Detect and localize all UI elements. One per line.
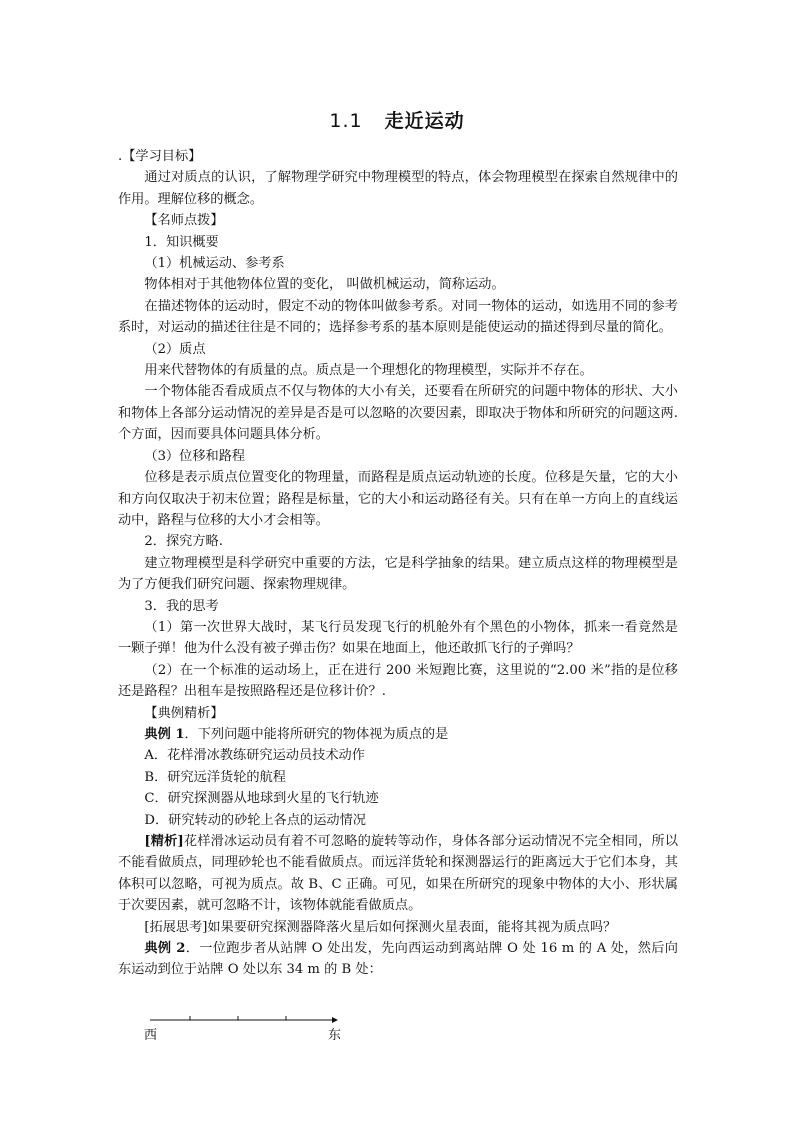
axis-line-figure — [140, 1010, 360, 1030]
paragraph: 用来代替物体的有质量的点。质点是一个理想化的物理模型，实际并不存在。 — [144, 363, 593, 379]
document-body — [118, 146, 678, 981]
example-2 — [118, 938, 678, 981]
paragraph: （1）第一次世界大战时，某飞行员发现飞行的机舱外有个黑色的小物体，抓来一看竟然是一颗子弹！他为什么没有被子弹击伤？如果在地面上，他还敢抓飞行的子弹吗？ — [118, 619, 678, 657]
heading-knowledge-overview: 1．知识概要 — [144, 234, 219, 250]
example-1 — [118, 724, 678, 745]
paragraph: 建立物理模型是科学研究中重要的方法，它是科学抽象的结果。建立质点这样的物理模型是为了方便我们研究问题、探索物理规律。 — [118, 555, 678, 593]
paragraph: 在描述物体的运动时，假定不动的物体叫做参考系。对同一物体的运动，如选用不同的参考系时，对运动的描述往往是不同的；选择参考系的基本原则是能使运动的描述得到尽量的简化。 — [118, 298, 678, 336]
section-title: 走近运动 — [384, 110, 465, 132]
paragraph: 位移是表示质点位置变化的物理量，而路程是质点运动轨迹的长度。位移是矢量，它的大小和方向仅取决于初末位置；路程是标量，它的大小和运动路径有关。只有在单一方向上的直线运动中，路程与位移的大小才会相等。 — [118, 470, 678, 528]
direction-axis — [140, 1010, 360, 1050]
extension-question: [拓展思考]如果要研究探测器降落火星后如何探测火星表面，能将其视为质点吗？ — [144, 919, 617, 935]
axis-arrow-icon — [332, 1017, 338, 1023]
heading-exploration: 2．探究方略. — [144, 534, 223, 550]
example-label: 典例 1 — [144, 726, 185, 742]
example-text: ．下列问题中能将所研究的物体视为质点的是 — [184, 726, 449, 742]
paragraph: 物体相对于其他物体位置的变化， 叫做机械运动，简称运动。 — [144, 277, 505, 293]
subheading: （1）机械运动、参考系 — [144, 256, 285, 272]
paragraph: （2）在一个标准的运动场上，正在进行 200 米短跑比赛，这里说的“2.00 米”指的是位移还是路程？出租车是按照路程还是位移计价？. — [118, 662, 678, 700]
west-label: 西 — [144, 1028, 158, 1043]
heading-my-thoughts: 3．我的思考 — [144, 598, 219, 614]
page-title — [0, 106, 794, 133]
heading-learning-goals: .【学习目标】 — [118, 149, 202, 164]
heading-teacher-tips: 【名师点拨】 — [144, 213, 224, 229]
option-c: C．研究探测器从地球到火星的飞行轨迹 — [144, 791, 379, 807]
section-number: 1.1 — [329, 110, 363, 132]
subheading: （2）质点 — [144, 341, 206, 357]
paragraph: 一个物体能否看成质点不仅与物体的大小有关，还要看在所研究的问题中物体的形状、大小和物体上各部分运动情况的差异是否是可以忽略的次要因素，即取决于物体和所研究的问题这两.个方面，因而要具体问题具体分析。 — [118, 384, 678, 443]
analysis-text: 花样滑冰运动员有着不可忽略的旋转等动作，身体各部分运动情况不完全相同，所以不能看做质点，同理砂轮也不能看做质点。而远洋货轮和探测器运行的距离远大于它们本身，其体积可以忽略，可视为质点。故 B、C 正确。可见，如果在所研究的现象中物体的大小、形状属于次要因素，就可忽略不计，该物体就能看做质点。 — [118, 834, 679, 914]
option-b: B．研究远洋货轮的航程 — [144, 769, 286, 785]
analysis-label: [精析] — [144, 834, 184, 849]
example-label: 典例 2 — [144, 941, 186, 957]
heading-examples: 【典例精析】 — [144, 705, 224, 721]
east-label: 东 — [328, 1028, 342, 1043]
analysis — [118, 831, 678, 917]
paragraph: 通过对质点的认识，了解物理学研究中物理模型的特点，体会物理模型在探索自然规律中的作用。理解位移的概念。 — [118, 170, 678, 207]
option-a: A．花样滑冰教练研究运动员技术动作 — [144, 748, 365, 764]
subheading: （3）位移和路程 — [144, 448, 246, 464]
example-text: ．一位跑步者从站牌 O 处出发，先向西运动到离站牌 O 处 16 m 的 A 处，然后向东运动到位于站牌 O 处以东 34 m 的 B 处： — [118, 941, 678, 978]
option-d: D．研究转动的砂轮上各点的运动情况 — [144, 812, 366, 828]
